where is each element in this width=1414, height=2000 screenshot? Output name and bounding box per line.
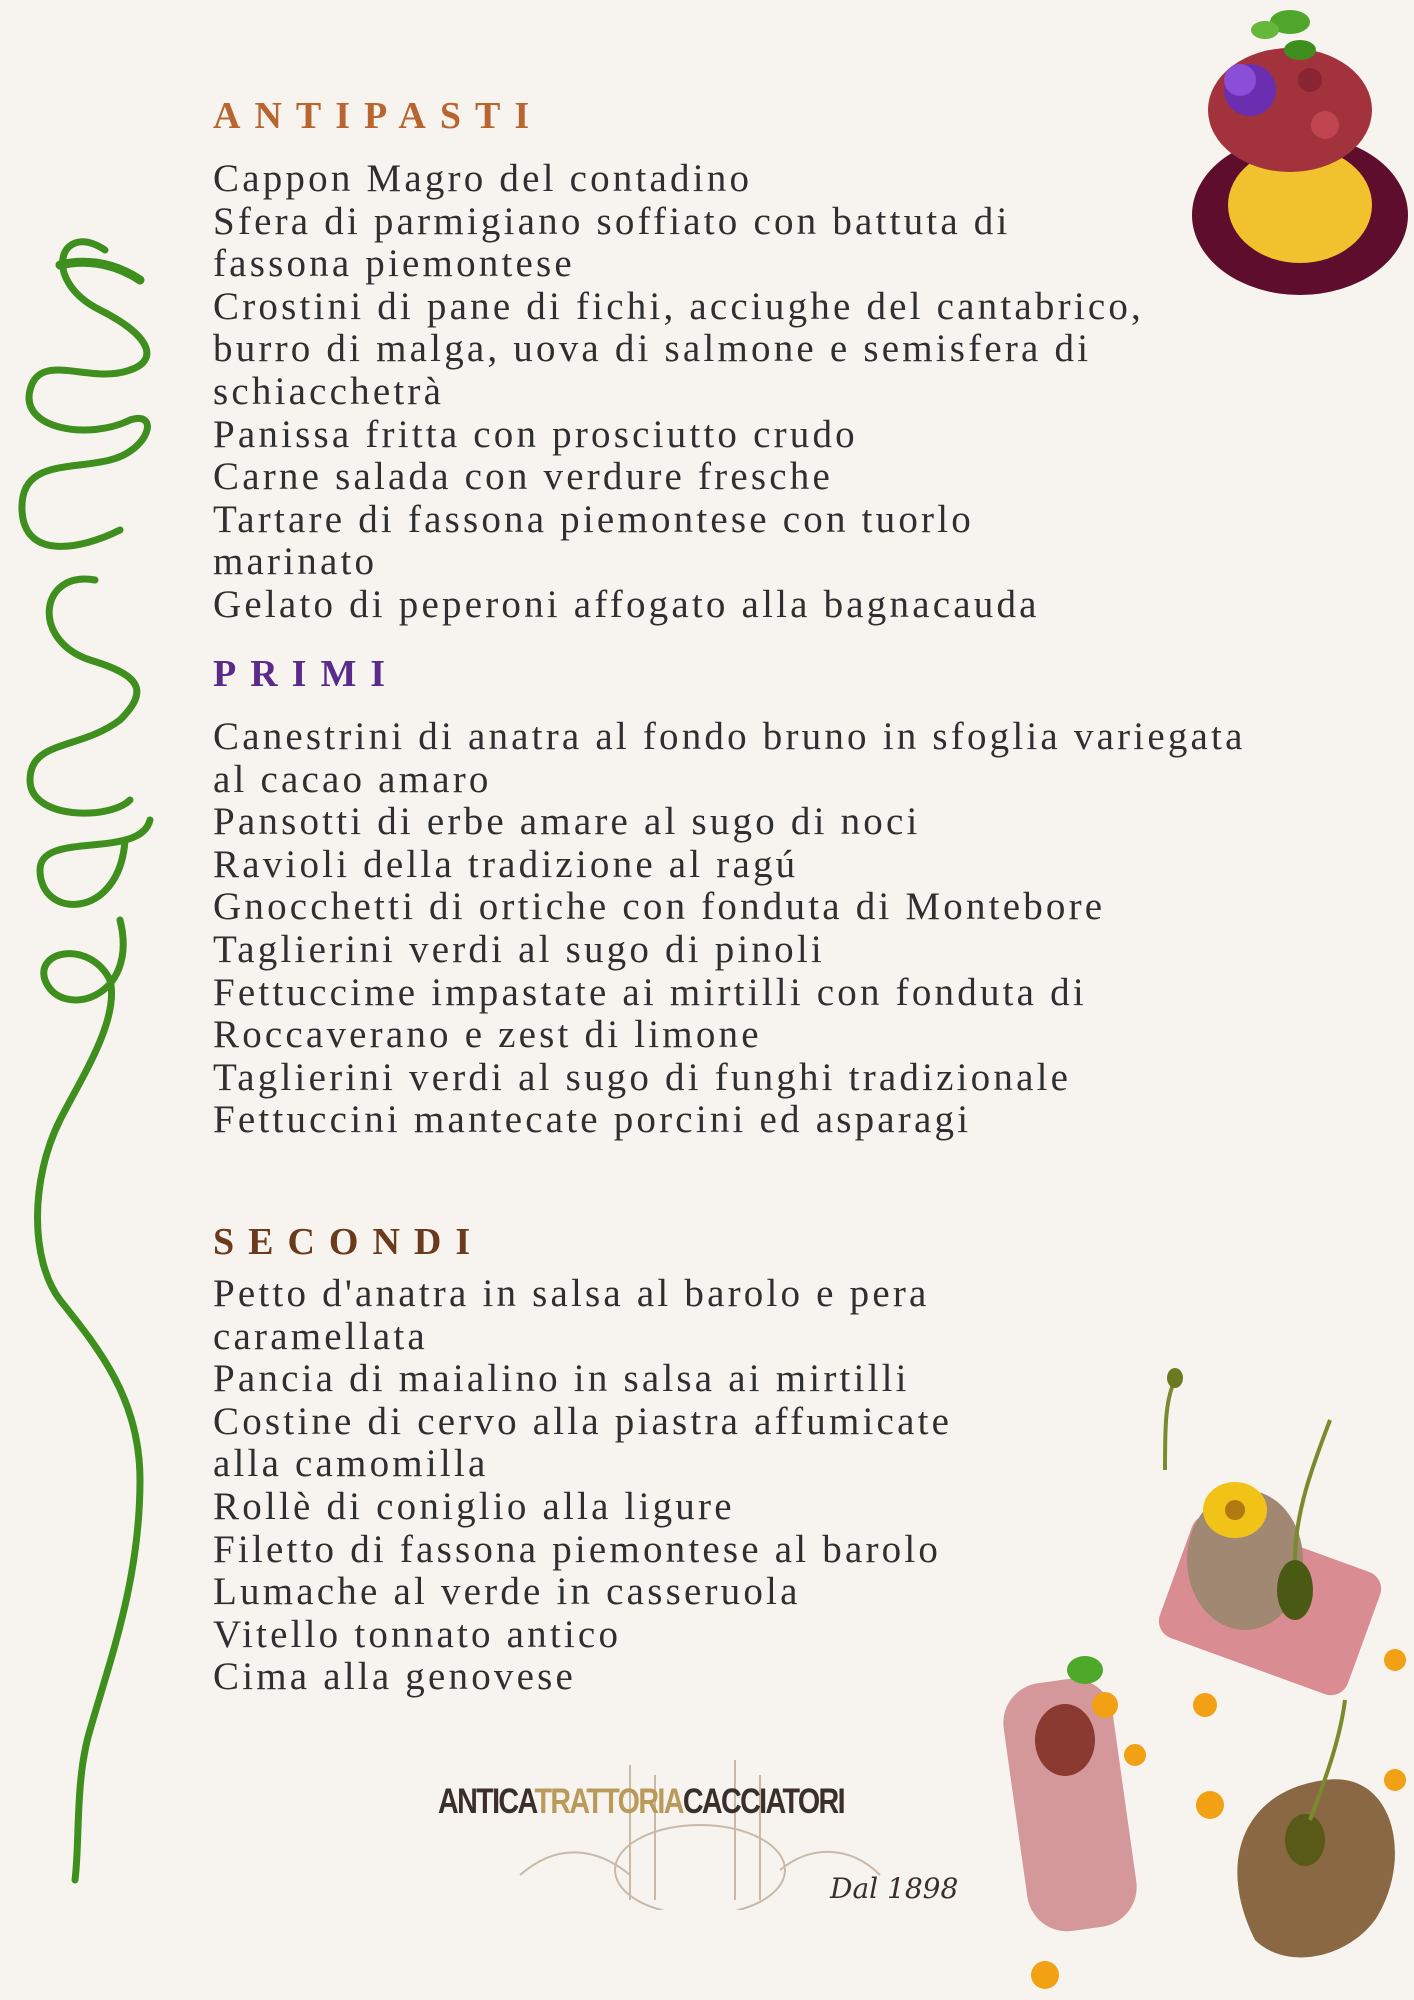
- tartare-dish-image: [1190, 0, 1414, 300]
- menu-line: Carne salada con verdure fresche: [213, 455, 833, 499]
- trattoria-logo: [420, 1750, 980, 1920]
- canape-dish-image: [995, 1360, 1414, 2000]
- menu-line: marinato: [213, 540, 378, 584]
- logo-title-part2: TRATTORIA: [534, 1782, 683, 1821]
- menu-line: Petto d'anatra in salsa al barolo e pera: [213, 1272, 930, 1315]
- menu-line: Costine di cervo alla piastra affumicate: [213, 1399, 953, 1443]
- logo-title: [438, 1782, 844, 1822]
- logo-title-part1: ANTICA: [438, 1782, 535, 1821]
- menu-line: Rollè di coniglio alla ligure: [213, 1484, 735, 1528]
- menu-line: Panissa fritta con prosciutto crudo: [213, 412, 858, 456]
- primi-list: [213, 716, 1393, 1142]
- menu-line: alla camomilla: [213, 1442, 489, 1486]
- menu-line: Fettuccini mantecate porcini ed asparagi: [213, 1098, 972, 1142]
- menu-line: Gelato di peperoni affogato alla bagnacauda: [213, 582, 1040, 626]
- logo-since: Dal 1898: [830, 1872, 959, 1905]
- menu-script-decoration: [0, 220, 200, 1900]
- menu-line: caramellata: [213, 1314, 428, 1358]
- menu-line: Pansotti di erbe amare al sugo di noci: [213, 800, 921, 844]
- menu-line: Vitello tonnato antico: [213, 1612, 622, 1656]
- menu-line: schiacchetrà: [213, 369, 445, 413]
- menu-line: Sfera di parmigiano soffiato con battuta di: [213, 199, 1011, 243]
- menu-line: al cacao amaro: [213, 757, 492, 801]
- menu-line: Lumache al verde in casseruola: [213, 1570, 801, 1614]
- menu-line: Cappon Magro del contadino: [213, 157, 753, 200]
- menu-line: fassona piemontese: [213, 242, 575, 286]
- logo-title-part3: CACCIATORI: [682, 1782, 844, 1821]
- menu-line: Roccaverano e zest di limone: [213, 1013, 762, 1057]
- menu-line: Taglierini verdi al sugo di pinoli: [213, 927, 825, 971]
- menu-line: Ravioli della tradizione al ragú: [213, 842, 799, 886]
- secondi-title: SECONDI: [213, 1221, 485, 1263]
- menu-line: Pancia di maialino in salsa ai mirtilli: [213, 1357, 910, 1401]
- primi-title: PRIMI: [213, 653, 400, 695]
- menu-line: Crostini di pane di fichi, acciughe del cantabrico,: [213, 284, 1145, 328]
- menu-line: Cima alla genovese: [213, 1655, 576, 1699]
- menu-line: Taglierini verdi al sugo di funghi tradizionale: [213, 1055, 1072, 1099]
- menu-line: Canestrini di anatra al fondo bruno in sfoglia variegata: [213, 715, 1246, 758]
- menu-line: Tartare di fassona piemontese con tuorlo: [213, 497, 974, 541]
- menu-line: Gnocchetti di ortiche con fonduta di Montebore: [213, 885, 1106, 929]
- antipasti-title: ANTIPASTI: [213, 95, 544, 137]
- menu-line: Fettuccime impastate ai mirtilli con fonduta di: [213, 970, 1087, 1014]
- menu-line: burro di malga, uova di salmone e semisfera di: [213, 327, 1092, 371]
- menu-line: Filetto di fassona piemontese al barolo: [213, 1527, 942, 1571]
